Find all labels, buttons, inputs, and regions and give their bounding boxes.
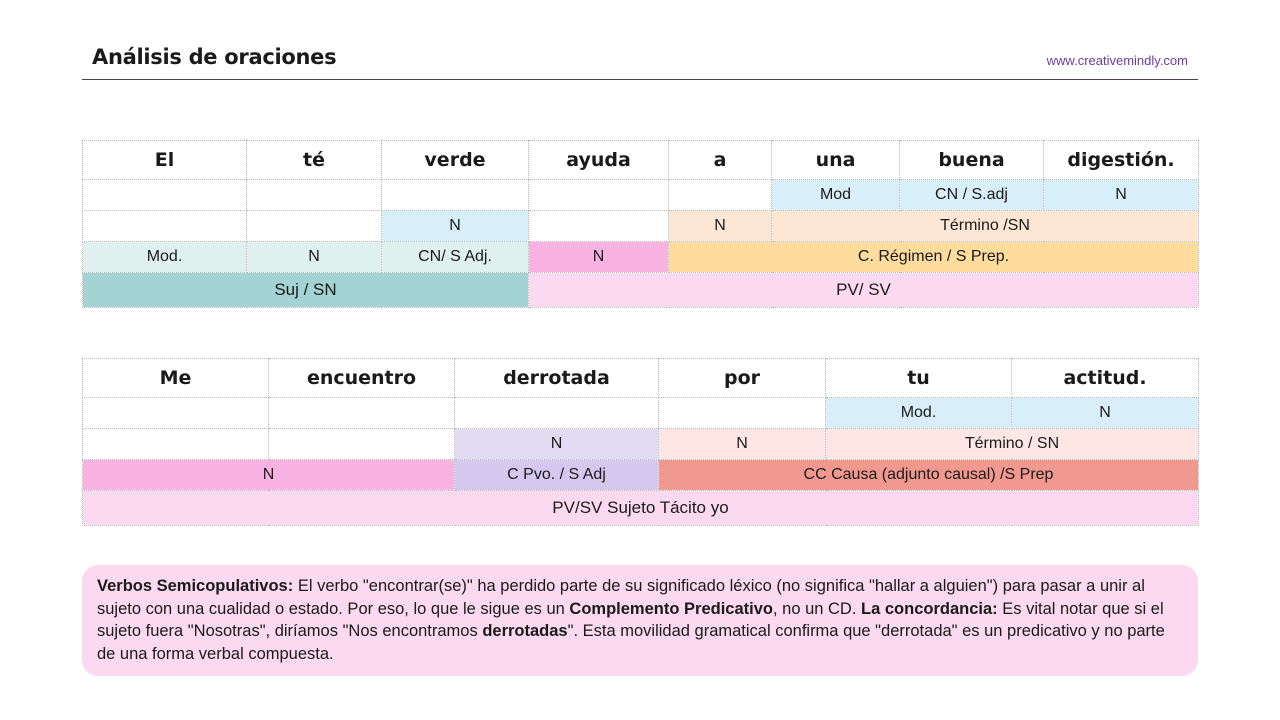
- word-cell: derrotada: [455, 359, 659, 398]
- empty-cell: [83, 180, 247, 211]
- word-cell: buena: [900, 141, 1044, 180]
- note-text: Es vital notar que si el sujeto fuera "Nosotras", diríamos "Nos encontramos: [97, 599, 1164, 640]
- explanation-note: [82, 565, 1198, 676]
- word-cell: El: [83, 141, 247, 180]
- function-cell: Mod: [772, 180, 900, 211]
- sentence-analysis-table-1: [82, 140, 1199, 308]
- website-link[interactable]: www.creativemindly.com: [1046, 53, 1188, 68]
- word-cell: verde: [382, 141, 529, 180]
- predicate-cell: PV/ SV: [529, 273, 1199, 308]
- header-divider: [82, 79, 1198, 80]
- empty-cell: [659, 398, 826, 429]
- note-text: , no un CD.: [772, 599, 862, 618]
- empty-cell: [83, 398, 269, 429]
- empty-cell: [269, 398, 455, 429]
- word-cell: por: [659, 359, 826, 398]
- function-cell: N: [529, 242, 669, 273]
- word-cell: una: [772, 141, 900, 180]
- function-cell: N: [455, 429, 659, 460]
- function-cell: C Pvo. / S Adj: [455, 460, 659, 491]
- function-cell: Mod.: [826, 398, 1012, 429]
- empty-cell: [83, 429, 269, 460]
- note-heading-agreement: La concordancia:: [861, 599, 998, 618]
- note-term-derrotadas: derrotadas: [482, 622, 568, 640]
- function-cell: N: [83, 460, 455, 491]
- empty-cell: [455, 398, 659, 429]
- word-cell: encuentro: [269, 359, 455, 398]
- function-cell: N: [669, 211, 772, 242]
- note-heading-semicopulative: Verbos Semicopulativos:: [97, 577, 294, 595]
- predicate-cell: PV/SV Sujeto Tácito yo: [83, 491, 1199, 526]
- word-cell: ayuda: [529, 141, 669, 180]
- word-cell: a: [669, 141, 772, 180]
- word-cell: tu: [826, 359, 1012, 398]
- word-cell: Me: [83, 359, 269, 398]
- empty-cell: [269, 429, 455, 460]
- empty-cell: [382, 180, 529, 211]
- function-cell: N: [382, 211, 529, 242]
- sentence-analysis-table-2: [82, 358, 1199, 526]
- subject-cell: Suj / SN: [83, 273, 529, 308]
- empty-cell: [529, 180, 669, 211]
- empty-cell: [247, 180, 382, 211]
- function-cell: C. Régimen / S Prep.: [669, 242, 1199, 273]
- function-cell: N: [247, 242, 382, 273]
- empty-cell: [83, 211, 247, 242]
- word-cell: actitud.: [1012, 359, 1199, 398]
- empty-cell: [669, 180, 772, 211]
- empty-cell: [247, 211, 382, 242]
- page-title: Análisis de oraciones: [92, 45, 337, 69]
- function-cell: N: [659, 429, 826, 460]
- function-cell: N: [1012, 398, 1199, 429]
- note-text: ". Esta movilidad gramatical confirma que "derrotada" es un predicativo y no parte de una forma verbal compuesta.: [97, 622, 1165, 663]
- function-cell: Término / SN: [826, 429, 1199, 460]
- function-cell: Mod.: [83, 242, 247, 273]
- function-cell: N: [1044, 180, 1199, 211]
- function-cell: CN/ S Adj.: [382, 242, 529, 273]
- note-text: El verbo "encontrar(se)" ha perdido parte de su significado léxico (no significa "hallar a alguien") para pasar a unir al sujeto con una cualidad o estado. Por eso, lo que le sigue es un: [97, 577, 1145, 618]
- function-cell: CC Causa (adjunto causal) /S Prep: [659, 460, 1199, 491]
- empty-cell: [529, 211, 669, 242]
- function-cell: CN / S.adj: [900, 180, 1044, 211]
- word-cell: té: [247, 141, 382, 180]
- word-cell: digestión.: [1044, 141, 1199, 180]
- note-term-predicative: Complemento Predicativo: [569, 599, 773, 618]
- function-cell: Término /SN: [772, 211, 1199, 242]
